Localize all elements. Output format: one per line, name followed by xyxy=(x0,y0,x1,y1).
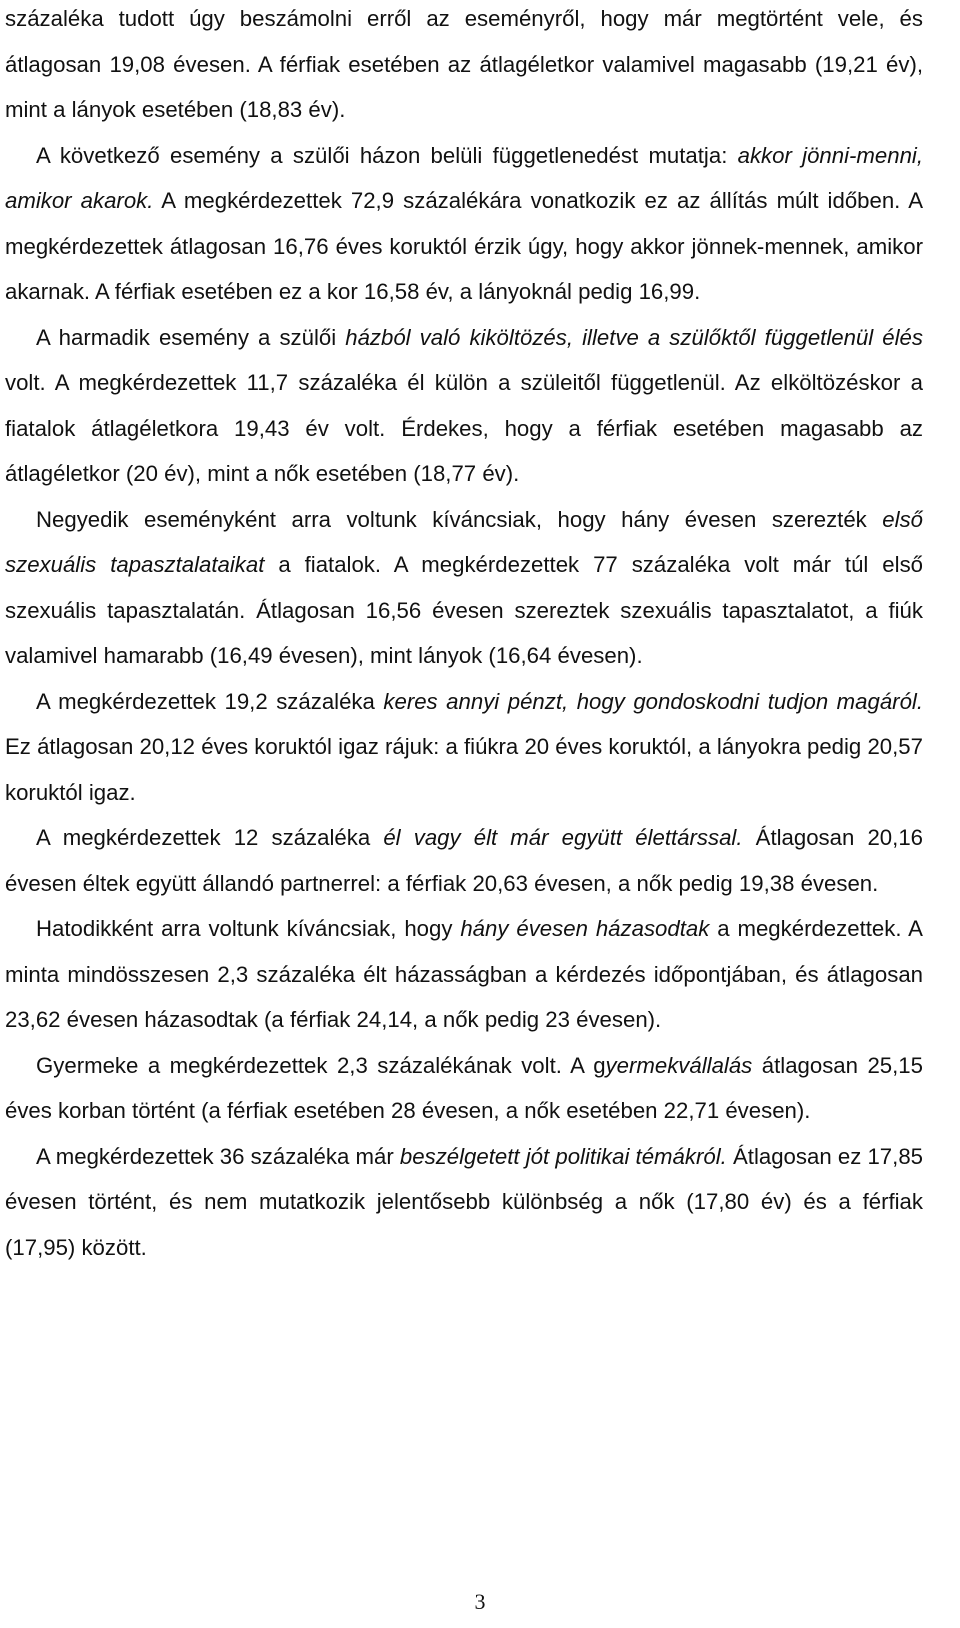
text-segment: A megkérdezettek 36 százaléka már xyxy=(36,1143,400,1169)
paragraph-p1 xyxy=(5,0,923,133)
italic-text-segment: yermekvállalás xyxy=(605,1052,753,1078)
text-segment: a megkérdezettek. A minta mindösszesen 2,3 százaléka élt házasságban a kérdezés időpontjában, és átlagosan 23,62 évesen házasodtak (a férfiak 24,14, a nők pedig 23 évesen). xyxy=(5,916,923,1032)
text-segment: átlagosan 25,15 éves korban történt (a férfiak esetében 28 évesen, a nők esetében 22,71 évesen). xyxy=(5,1052,923,1123)
italic-text-segment: akkor jönni-menni, amikor akarok. xyxy=(5,142,923,213)
text-segment: Átlagosan ez 17,85 évesen történt, és nem mutatkozik jelentősebb különbség a nők (17,80 év) és a férfiak (17,95) között. xyxy=(5,1143,923,1260)
text-segment: A megkérdezettek 12 százaléka xyxy=(36,825,384,850)
body-text xyxy=(5,0,923,1270)
text-segment: Hatodikként arra voltunk kíváncsiak, hogy xyxy=(36,916,461,941)
paragraph-p2 xyxy=(5,133,923,315)
text-segment: százaléka tudott úgy beszámolni erről az eseményről, hogy már megtörtént vele, és átlagosan 19,08 évesen. A férfiak esetében az átlagéletkor valamivel magasabb (19,21 év), mint a lányok esetében (18,83 év). xyxy=(5,6,923,122)
italic-text-segment: házból való kiköltözés, illetve a szülőktől függetlenül élés xyxy=(345,324,923,350)
text-segment: Ez átlagosan 20,12 éves koruktól igaz rájuk: a fiúkra 20 éves koruktól, a lányokra pedig 20,57 koruktól igaz. xyxy=(5,734,923,805)
italic-text-segment: első szexuális tapasztalataikat xyxy=(5,506,923,577)
text-segment: Negyedik eseményként arra voltunk kíváncsiak, hogy hány évesen szerezték xyxy=(36,506,883,532)
italic-text-segment: él vagy élt már együtt élettárssal. xyxy=(383,825,743,850)
text-segment: A következő esemény a szülői házon belüli függetlenedést mutatja: xyxy=(36,142,738,168)
paragraph-p6 xyxy=(5,815,923,906)
paragraph-p4 xyxy=(5,497,923,679)
paragraph-p8 xyxy=(5,1043,923,1134)
italic-text-segment: beszélgetett jót politikai témákról. xyxy=(399,1143,727,1169)
paragraph-p5 xyxy=(5,679,923,816)
text-segment: A harmadik esemény a szülői xyxy=(36,324,346,350)
paragraph-p9 xyxy=(5,1134,923,1271)
text-segment: volt. A megkérdezettek 11,7 százaléka él külön a szüleitől függetlenül. Az elköltözéskor a fiatalok átlagéletkora 19,43 év volt. Érdekes, hogy a férfiak esetében magasabb az átlagéletkor (20 év), mint a nők esetében (18,77 év). xyxy=(5,370,923,486)
italic-text-segment: hány évesen házasodtak xyxy=(460,916,710,941)
text-segment: a fiatalok. A megkérdezettek 77 százaléka volt már túl első szexuális tapasztalatán. Átlagosan 16,56 évesen szereztek szexuális tapasztalatot, a fiúk valamivel hamarabb (16,49 évesen), mint lányok (16,64 évesen). xyxy=(5,552,924,668)
text-segment: A megkérdezettek 72,9 százalékára vonatkozik ez az állítás múlt időben. A megkérdezettek átlagosan 16,76 éves koruktól érzik úgy, hogy akkor jönnek-mennek, amikor akarnak. A férfiak esetében ez a kor 16,58 év, a lányoknál pedig 16,99. xyxy=(5,188,924,304)
italic-text-segment: keres annyi pénzt, hogy gondoskodni tudjon magáról. xyxy=(383,688,924,714)
paragraph-p3 xyxy=(5,315,923,497)
text-segment: Átlagosan 20,16 évesen éltek együtt állandó partnerrel: a férfiak 20,63 évesen, a nők pedig 19,38 évesen. xyxy=(5,825,923,896)
page-number: 3 xyxy=(474,1589,486,1614)
paragraph-p7 xyxy=(5,906,923,1043)
text-segment: Gyermeke a megkérdezettek 2,3 százalékának volt. A g xyxy=(36,1052,606,1078)
text-segment: A megkérdezettek 19,2 százaléka xyxy=(36,688,384,714)
